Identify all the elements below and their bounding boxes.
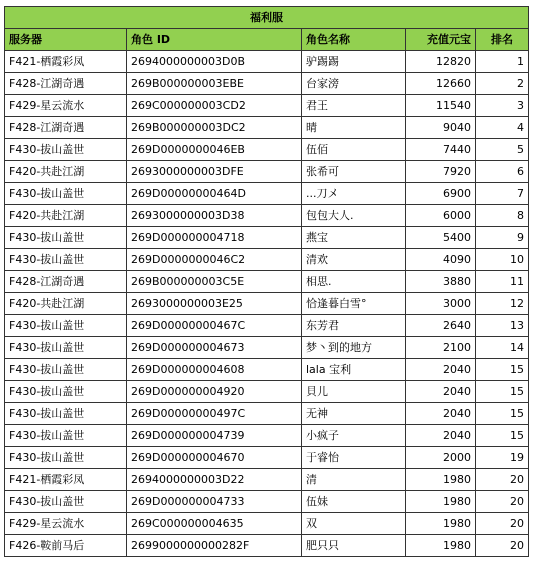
cell-role-id[interactable]: 2693000000003D38 (127, 205, 302, 227)
table-row (5, 535, 529, 557)
cell-rank[interactable]: 7 (476, 183, 529, 205)
cell-server[interactable]: F430-拔山盖世 (5, 337, 127, 359)
cell-recharge[interactable]: 1980 (406, 513, 476, 535)
cell-rank[interactable]: 15 (476, 381, 529, 403)
header-server[interactable]: 服务器 (5, 29, 127, 51)
cell-rank[interactable]: 20 (476, 535, 529, 557)
cell-role-name[interactable]: 肥只只 (302, 535, 406, 557)
cell-role-id[interactable]: 269D0000000046C2 (127, 249, 302, 271)
cell-rank[interactable]: 20 (476, 513, 529, 535)
cell-rank[interactable]: 19 (476, 447, 529, 469)
cell-role-id[interactable]: 269D000000004920 (127, 381, 302, 403)
cell-recharge[interactable]: 7920 (406, 161, 476, 183)
cell-rank[interactable]: 13 (476, 315, 529, 337)
table-row (5, 139, 529, 161)
cell-role-name[interactable]: 小疯子 (302, 425, 406, 447)
cell-server[interactable]: F426-鞍前马后 (5, 535, 127, 557)
table-row (5, 469, 529, 491)
table-row (5, 95, 529, 117)
header-role-id[interactable]: 角色 ID (127, 29, 302, 51)
cell-rank[interactable]: 12 (476, 293, 529, 315)
cell-recharge[interactable]: 3880 (406, 271, 476, 293)
cell-server[interactable]: F430-拔山盖世 (5, 139, 127, 161)
cell-role-name[interactable]: 无神 (302, 403, 406, 425)
cell-role-name[interactable]: 恰逢暮白雪° (302, 293, 406, 315)
cell-role-id[interactable]: 269D00000000464D (127, 183, 302, 205)
table-row (5, 117, 529, 139)
cell-role-name[interactable]: 燕宝 (302, 227, 406, 249)
header-role-name[interactable]: 角色名称 (302, 29, 406, 51)
cell-role-name[interactable]: 包包大人. (302, 205, 406, 227)
cell-role-name[interactable]: 双 (302, 513, 406, 535)
table-row (5, 425, 529, 447)
cell-recharge[interactable]: 2640 (406, 315, 476, 337)
cell-role-id[interactable]: 2699000000000282F (127, 535, 302, 557)
cell-role-name[interactable]: 相思. (302, 271, 406, 293)
cell-recharge[interactable]: 2100 (406, 337, 476, 359)
table-row (5, 205, 529, 227)
cell-recharge[interactable]: 7440 (406, 139, 476, 161)
cell-server[interactable]: F430-拔山盖世 (5, 381, 127, 403)
cell-role-name[interactable]: 张希可 (302, 161, 406, 183)
cell-rank[interactable]: 10 (476, 249, 529, 271)
table-row (5, 447, 529, 469)
cell-server[interactable]: F420-共赴江湖 (5, 161, 127, 183)
cell-rank[interactable]: 15 (476, 403, 529, 425)
cell-role-name[interactable]: 于睿怡 (302, 447, 406, 469)
cell-role-id[interactable]: 269D0000000046EB (127, 139, 302, 161)
cell-server[interactable]: F429-星云流水 (5, 95, 127, 117)
cell-server[interactable]: F430-拔山盖世 (5, 249, 127, 271)
cell-server[interactable]: F430-拔山盖世 (5, 447, 127, 469)
cell-server[interactable]: F420-共赴江湖 (5, 293, 127, 315)
cell-recharge[interactable]: 9040 (406, 117, 476, 139)
cell-role-id[interactable]: 2694000000003D0B (127, 51, 302, 73)
cell-server[interactable]: F429-星云流水 (5, 513, 127, 535)
cell-role-name[interactable]: 君王 (302, 95, 406, 117)
cell-rank[interactable]: 20 (476, 491, 529, 513)
cell-server[interactable]: F420-共赴江湖 (5, 205, 127, 227)
cell-recharge[interactable]: 1980 (406, 535, 476, 557)
table-row (5, 227, 529, 249)
cell-role-name[interactable]: 伍妹 (302, 491, 406, 513)
cell-rank[interactable]: 2 (476, 73, 529, 95)
cell-server[interactable]: F428-江湖奇遇 (5, 117, 127, 139)
cell-server[interactable]: F430-拔山盖世 (5, 227, 127, 249)
header-row (5, 29, 529, 51)
cell-rank[interactable]: 1 (476, 51, 529, 73)
table-row (5, 249, 529, 271)
cell-server[interactable]: F428-江湖奇遇 (5, 73, 127, 95)
cell-role-id[interactable]: 269D000000004670 (127, 447, 302, 469)
cell-role-id[interactable]: 269D000000004718 (127, 227, 302, 249)
cell-rank[interactable]: 4 (476, 117, 529, 139)
cell-role-name[interactable]: 伍佰 (302, 139, 406, 161)
cell-recharge[interactable]: 12820 (406, 51, 476, 73)
cell-recharge[interactable]: 2040 (406, 359, 476, 381)
table-row (5, 337, 529, 359)
table-row (5, 315, 529, 337)
cell-role-id[interactable]: 2694000000003D22 (127, 469, 302, 491)
cell-role-id[interactable]: 269D00000000467C (127, 315, 302, 337)
header-recharge[interactable]: 充值元宝 (406, 29, 476, 51)
cell-role-id[interactable]: 269C000000003CD2 (127, 95, 302, 117)
cell-role-id[interactable]: 2693000000003E25 (127, 293, 302, 315)
cell-recharge[interactable]: 3000 (406, 293, 476, 315)
cell-rank[interactable]: 15 (476, 359, 529, 381)
cell-role-name[interactable]: 东芳君 (302, 315, 406, 337)
table-title[interactable]: 福利服 (5, 7, 529, 29)
cell-server[interactable]: F428-江湖奇遇 (5, 271, 127, 293)
cell-rank[interactable]: 5 (476, 139, 529, 161)
cell-role-id[interactable]: 269B000000003C5E (127, 271, 302, 293)
table-body (5, 51, 529, 557)
ranking-table (4, 6, 529, 557)
cell-recharge[interactable]: 1980 (406, 469, 476, 491)
cell-role-id[interactable]: 269C000000004635 (127, 513, 302, 535)
cell-role-name[interactable]: lala 宝利 (302, 359, 406, 381)
cell-role-id[interactable]: 2693000000003DFE (127, 161, 302, 183)
cell-recharge[interactable]: 6900 (406, 183, 476, 205)
cell-role-name[interactable]: 貝儿 (302, 381, 406, 403)
cell-role-name[interactable]: 梦丶到的地方 (302, 337, 406, 359)
cell-recharge[interactable]: 1980 (406, 491, 476, 513)
cell-server[interactable]: F430-拔山盖世 (5, 315, 127, 337)
cell-server[interactable]: F430-拔山盖世 (5, 491, 127, 513)
cell-recharge[interactable]: 4090 (406, 249, 476, 271)
table-row (5, 73, 529, 95)
cell-recharge[interactable]: 6000 (406, 205, 476, 227)
cell-rank[interactable]: 3 (476, 95, 529, 117)
table-row (5, 183, 529, 205)
cell-server[interactable]: F430-拔山盖世 (5, 425, 127, 447)
table-row (5, 359, 529, 381)
table-row (5, 51, 529, 73)
cell-recharge[interactable]: 2040 (406, 381, 476, 403)
cell-server[interactable]: F430-拔山盖世 (5, 359, 127, 381)
cell-server[interactable]: F430-拔山盖世 (5, 183, 127, 205)
cell-rank[interactable]: 14 (476, 337, 529, 359)
cell-role-name[interactable]: 台家滂 (302, 73, 406, 95)
table-row (5, 381, 529, 403)
cell-rank[interactable]: 11 (476, 271, 529, 293)
cell-role-id[interactable]: 269B000000003DC2 (127, 117, 302, 139)
cell-role-id[interactable]: 269D000000004673 (127, 337, 302, 359)
cell-role-name[interactable]: ...刀メ (302, 183, 406, 205)
cell-role-id[interactable]: 269D00000000497C (127, 403, 302, 425)
cell-recharge[interactable]: 11540 (406, 95, 476, 117)
cell-recharge[interactable]: 12660 (406, 73, 476, 95)
table-row (5, 293, 529, 315)
cell-rank[interactable]: 15 (476, 425, 529, 447)
cell-recharge[interactable]: 5400 (406, 227, 476, 249)
cell-rank[interactable]: 8 (476, 205, 529, 227)
cell-role-id[interactable]: 269D000000004608 (127, 359, 302, 381)
table-row (5, 403, 529, 425)
table-row (5, 491, 529, 513)
title-row (5, 7, 529, 29)
table-row (5, 271, 529, 293)
cell-role-name[interactable]: 清 (302, 469, 406, 491)
header-rank[interactable]: 排名 (476, 29, 529, 51)
cell-role-id[interactable]: 269B000000003EBE (127, 73, 302, 95)
cell-role-id[interactable]: 269D000000004733 (127, 491, 302, 513)
cell-role-name[interactable]: 晴 (302, 117, 406, 139)
cell-rank[interactable]: 20 (476, 469, 529, 491)
cell-recharge[interactable]: 2000 (406, 447, 476, 469)
cell-server[interactable]: F421-栖霞彩凤 (5, 51, 127, 73)
spreadsheet (4, 6, 529, 557)
cell-role-name[interactable]: 清欢 (302, 249, 406, 271)
table-row (5, 161, 529, 183)
cell-role-name[interactable]: 驴踢踢 (302, 51, 406, 73)
cell-recharge[interactable]: 2040 (406, 425, 476, 447)
cell-server[interactable]: F430-拔山盖世 (5, 403, 127, 425)
cell-role-id[interactable]: 269D000000004739 (127, 425, 302, 447)
table-row (5, 513, 529, 535)
cell-rank[interactable]: 6 (476, 161, 529, 183)
cell-rank[interactable]: 9 (476, 227, 529, 249)
cell-server[interactable]: F421-栖霞彩凤 (5, 469, 127, 491)
cell-recharge[interactable]: 2040 (406, 403, 476, 425)
